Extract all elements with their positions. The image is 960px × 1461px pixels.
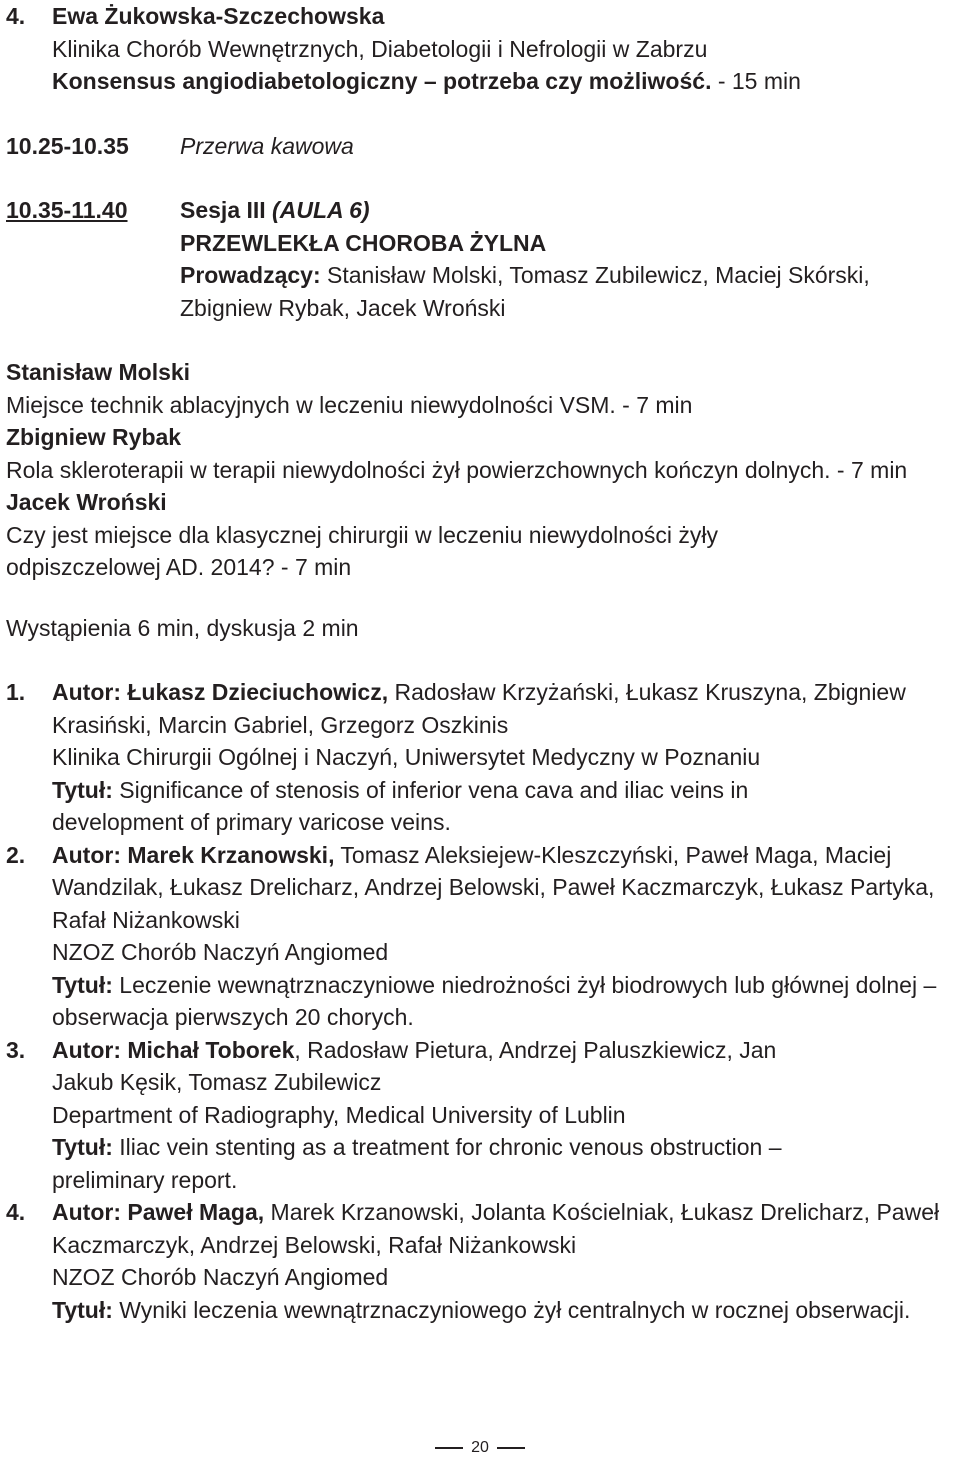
title-label: Tytuł: bbox=[52, 1134, 113, 1160]
talk-speaker: Zbigniew Rybak bbox=[6, 424, 182, 450]
title-text: Significance of stenosis of inferior vena cava and iliac veins in development of primary varicose veins. bbox=[52, 776, 749, 835]
talks-list bbox=[6, 356, 954, 644]
author-label: Autor: bbox=[52, 841, 121, 868]
abstract-item bbox=[0, 1034, 955, 1197]
abstract-institution: NZOZ Chorób Naczyń Angiomed bbox=[52, 939, 389, 965]
session-heading bbox=[180, 194, 960, 227]
abstract-item bbox=[0, 839, 955, 1034]
lead-author: Michał Toborek bbox=[120, 1036, 295, 1063]
abstract-institution: Department of Radiography, Medical University of Lublin bbox=[52, 1101, 626, 1128]
lead-author: Łukasz Dzieciuchowicz, bbox=[120, 679, 389, 705]
title-text: Wyniki leczenia wewnątrznaczyniowego żył centralnych w rocznej obserwacji. bbox=[112, 1296, 911, 1323]
abstract-authors bbox=[52, 676, 955, 741]
talk-title: Miejsce technik ablacyjnych w leczeniu niewydolności VSM. - 7 min bbox=[6, 391, 693, 418]
speaker-name: Ewa Żukowska-Szczechowska bbox=[52, 3, 385, 29]
coauthors: Marek Krzanowski, Jolanta Kościelniak, Łukasz Drelicharz, Paweł Kaczmarczyk, Andrzej Belowski, Rafał Niżankowski bbox=[52, 1199, 940, 1258]
speaker-affiliation: Klinika Chorób Wewnętrznych, Diabetologii i Nefrologii w Zabrzu bbox=[52, 35, 708, 62]
lead-author: Paweł Maga, bbox=[120, 1199, 265, 1225]
talk-title: Rola skleroterapii w terapii niewydolności żył powierzchownych kończyn dolnych. - 7 min bbox=[6, 456, 908, 483]
abstract-title bbox=[52, 1294, 955, 1327]
session-room: (AULA 6) bbox=[265, 197, 370, 223]
session-block bbox=[0, 194, 960, 324]
break-time: 10.25-10.35 bbox=[6, 132, 129, 159]
coffee-break-row bbox=[0, 130, 960, 163]
title-label: Tytuł: bbox=[52, 1296, 113, 1323]
talk-title: Konsensus angiodiabetologiczny – potrzeba czy możliwość. bbox=[52, 68, 712, 94]
author-label: Autor: bbox=[52, 1199, 121, 1225]
coauthors: Tomasz Aleksiejew-Kleszczyński, Paweł Maga, Maciej Wandzilak, Łukasz Drelicharz, Andrzej Belowski, Paweł Kaczmarczyk, Łukasz Partyka, Rafał Niżankowski bbox=[52, 841, 935, 933]
session-time: 10.35-11.40 bbox=[6, 197, 128, 223]
abstract-number: 3. bbox=[6, 1036, 26, 1063]
program-item-4 bbox=[0, 0, 960, 98]
page-footer bbox=[0, 1438, 960, 1458]
session-chairs bbox=[180, 259, 960, 324]
timing-note: Wystąpienia 6 min, dyskusja 2 min bbox=[6, 614, 359, 641]
chairs-names: Stanisław Molski, Tomasz Zubilewicz, Maciej Skórski, Zbigniew Rybak, Jacek Wroński bbox=[180, 262, 870, 321]
footer-dash-right bbox=[497, 1447, 525, 1449]
abstract-title bbox=[52, 1131, 882, 1196]
page-number: 20 bbox=[471, 1439, 489, 1456]
session-topic: PRZEWLEKŁA CHOROBA ŻYLNA bbox=[180, 229, 547, 256]
talk-item bbox=[6, 356, 954, 421]
session-name: Sesja III bbox=[180, 197, 266, 223]
title-label: Tytuł: bbox=[52, 971, 113, 998]
lead-author: Marek Krzanowski, bbox=[120, 841, 335, 868]
talk-item bbox=[6, 486, 954, 584]
talk-item bbox=[6, 421, 954, 486]
abstracts-list bbox=[0, 676, 955, 1326]
title-label: Tytuł: bbox=[52, 776, 113, 803]
talk-duration: - 15 min bbox=[711, 68, 801, 94]
talk-title: Czy jest miejsce dla klasycznej chirurgii w leczeniu niewydolności żyły odpiszczelowej AD. 2014? - 7 min bbox=[6, 521, 718, 580]
abstract-authors bbox=[52, 1034, 812, 1099]
coauthors: , Radosław Pietura, Andrzej Paluszkiewicz, Jan Jakub Kęsik, Tomasz Zubilewicz bbox=[52, 1036, 777, 1095]
item-number: 4. bbox=[6, 3, 26, 29]
footer-dash-left bbox=[435, 1447, 463, 1449]
author-label: Autor: bbox=[52, 679, 121, 705]
abstract-item bbox=[0, 1196, 955, 1326]
chairs-label: Prowadzący: bbox=[180, 262, 321, 288]
talk-speaker: Stanisław Molski bbox=[6, 359, 191, 385]
abstract-title bbox=[52, 774, 852, 839]
abstract-number: 2. bbox=[6, 841, 26, 868]
abstract-title bbox=[52, 969, 955, 1034]
author-label: Autor: bbox=[52, 1036, 121, 1063]
title-text: Iliac vein stenting as a treatment for chronic venous obstruction – preliminary report. bbox=[52, 1134, 782, 1193]
title-text: Leczenie wewnątrznaczyniowe niedrożności żył biodrowych lub głównej dolnej – obserwacja pierwszych 20 chorych. bbox=[52, 971, 937, 1030]
break-label: Przerwa kawowa bbox=[180, 132, 354, 159]
coauthors: Radosław Krzyżański, Łukasz Kruszyna, Zbigniew Krasiński, Marcin Gabriel, Grzegorz Oszkinis bbox=[52, 679, 906, 738]
abstract-authors bbox=[52, 1196, 942, 1261]
abstract-number: 1. bbox=[6, 679, 26, 705]
abstract-item bbox=[0, 676, 955, 839]
abstract-number: 4. bbox=[6, 1199, 26, 1225]
abstract-institution: NZOZ Chorób Naczyń Angiomed bbox=[52, 1264, 389, 1290]
abstract-institution: Klinika Chirurgii Ogólnej i Naczyń, Uniwersytet Medyczny w Poznaniu bbox=[52, 744, 761, 770]
talk-speaker: Jacek Wroński bbox=[6, 489, 167, 515]
talk-title-line bbox=[52, 65, 960, 98]
abstract-authors bbox=[52, 839, 955, 937]
